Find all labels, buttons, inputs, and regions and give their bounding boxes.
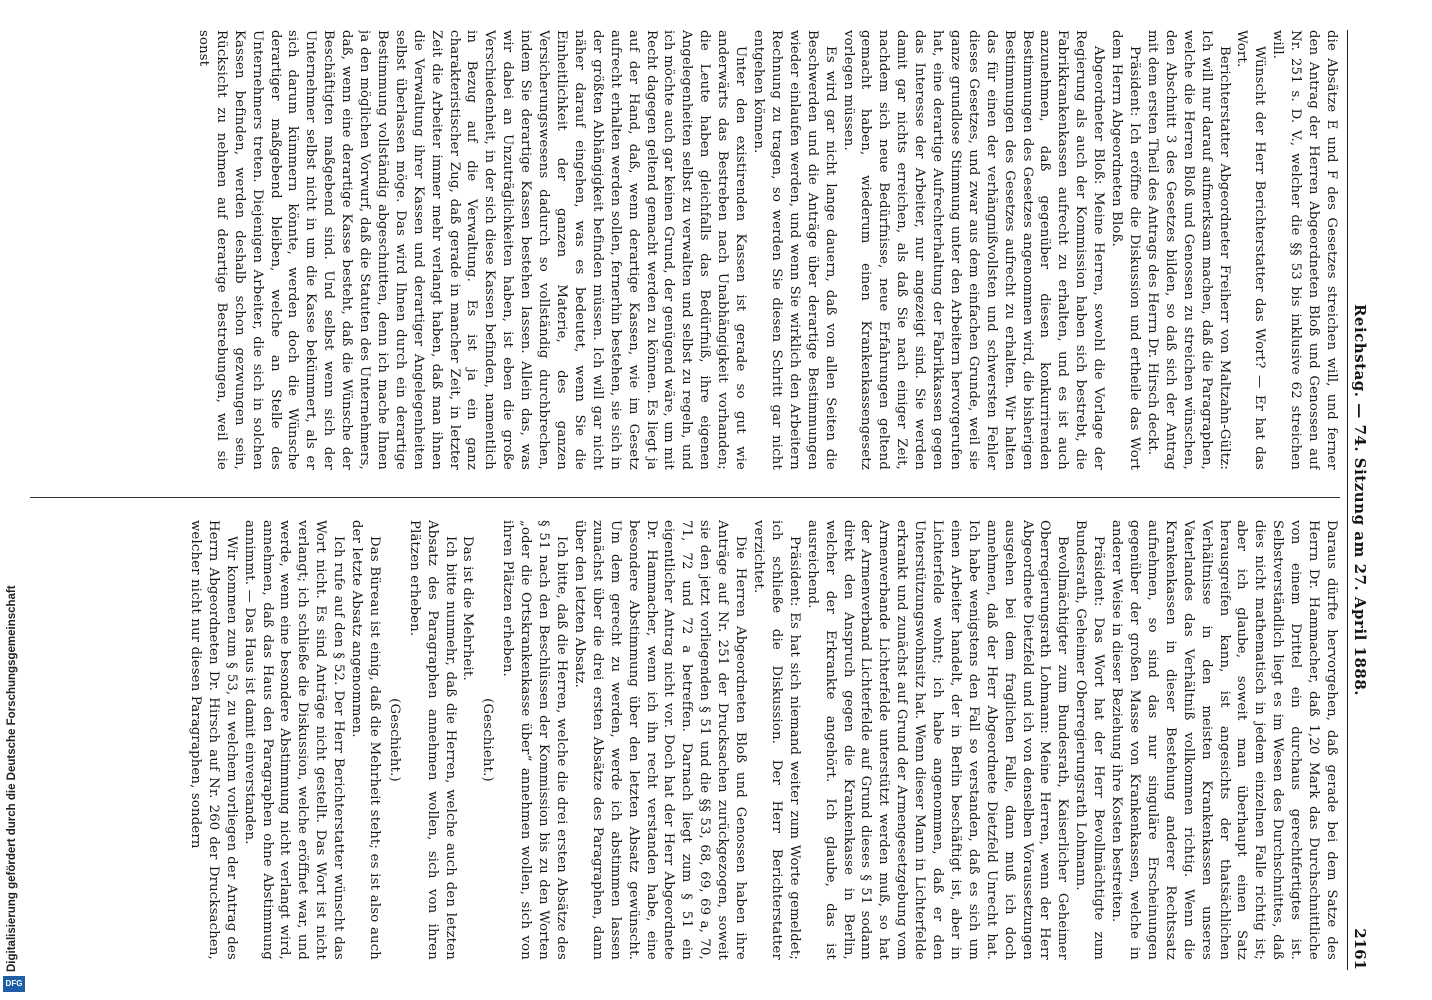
paragraph: Ich rufe auf den § 52. Der Herr Berichterstatter wünscht das Wort nicht. Es sind Anträge nicht gestellt. Das Wort ist nicht verlangt; ich schließe die Diskussion, welche eröffnet war, und werde, wenn eine besondere Abstimmung nicht verlangt wird, annehmen, daß das Haus den Paragraphen ohne Abstimmung annimmt. — Das Haus ist damit einverstanden. — [241, 520, 347, 960]
dfg-logo-icon: DFG — [3, 976, 25, 992]
paragraph: Ich bitte, daß die Herren, welche die drei ersten Absätze des § 51 nach den Beschlüssen der Kommission bis zu den Worten „oder die Ortskrankenkasse über“ annehmen wollen, sich von ihren Plätzen erheben. — [500, 520, 570, 960]
paragraph: Präsident: Das Wort hat der Herr Bevollmächtigte zum Bundesrath, Geheimer Oberregierungsrath Lohmann. — [1073, 520, 1107, 960]
paragraph: Präsident: Es hat sich niemand weiter zum Worte gemeldet; ich schließe die Diskussion. Der Herr Berichterstatter verzichtet. — [751, 520, 802, 960]
paragraph: Wir kommen zum § 53, zu welchem vorliegen der Antrag des Herrn Abgeordneten Dr. Hirsch auf Nr. 260 der Drucksachen, welcher nicht nur diesen Paragraphen, sondern — [187, 520, 239, 960]
page-number: 2161 — [1351, 928, 1369, 970]
paragraph: Das Büreau ist einig, daß die Mehrheit steht; es ist also auch der letzte Absatz angenommen. — [349, 520, 382, 960]
paragraph: Das ist die Mehrheit. — [460, 536, 476, 681]
text-column-left — [12, 30, 1340, 470]
digitization-credit: Digitalisierung gefördert durch die Deutsche Forschungsgemeinschaft — [6, 585, 18, 972]
paragraph: Bevollmächtigter zum Bundesrath, Kaiserlicher Geheimer Oberregierungsrath Lohmann: Meine Herren, wenn der Herr Abgeordnete Dietzfeld und ich von denselben Voraussetzungen ausgehen bei dem fraglichen Falle, dann muß ich doch annehmen, daß der Herr Abgeordnete Dietzfeld Unrecht hat. Ich habe wenigstens den Fall so verstanden, daß es sich um einen Arbeiter handelt, der in Berlin beschäftigt ist, aber in Lichterfelde wohnt; ich habe angenommen, daß er den Unterstützungswohnsitz hat. Wenn dieser Mann in Lichterfelde erkrankt und zunächst auf Grund der Armengesetzgebung vom Armenverbande Lichterfelde unterstützt werden muß, so hat der Armenverband Lichterfelde auf Grund dieses § 51 sodann direkt den Anspruch gegen die Krankenkasse in Berlin, welcher der Erkrankte angehört. Ich glaube, das ist ausreichend. — [804, 520, 1071, 960]
paragraph: Es wird gar nicht lange dauern, daß von allen Seiten die Beschwerden und die Anträge über derartige Bestimmungen wieder einlaufen werden, und wenn Sie wirklich den Arbeitern Rechnung zu tragen, so werden Sie diesen Schritt gar nicht entgehen können. — [751, 30, 838, 470]
paragraph: die Absätze E und F des Gesetzes streichen will, und ferner den Antrag der Herren Abgeordneten Bloß und Genossen auf Nr. 251 s. D. V., welcher die §§ 53 bis inklusive 62 streichen will. — [1270, 30, 1339, 470]
column-divider — [12, 497, 1340, 498]
paragraph: Wünscht der Herr Berichterstatter das Wort? — Er hat das Wort. — [1234, 30, 1268, 470]
running-head — [1347, 30, 1370, 970]
running-head-title: Reichstag. — 74. Sitzung am 27. April 1888. — [1351, 303, 1369, 697]
paragraph: Ich bitte nunmehr, daß die Herren, welche auch den letzten Absatz des Paragraphen annehmen wollen, sich von ihren Plätzen erheben. — [406, 520, 458, 960]
paragraph: Daraus dürfte hervorgehen, daß gerade bei dem Satze des Herrn Dr. Hammacher, daß 1,20 Mark das Durchschnittliche von einem Drittel ein durchaus gerechtfertigtes ist. Selbstverständlich liegt es im Wesen des Durchschnittes, daß dies nicht mathematisch in jedem einzelnen Falle richtig ist; aber ich glaube, soweit man überhaupt einen Satz herausgreifen kann, ist angesichts der thatsächlichen Verhältnisse in den meisten Krankenkassen unseres Vaterlandes das Verhältniß vollkommen richtig. Wenn die Krankenkassen in dieser Bestehung anderer Rechtssatz aufnehmen, so sind das nur singuläre Erscheinungen gegenüber der großen Masse von Krankenkassen, welche in anderer Weise in dieser Beziehung ihre Kosten bestreiten. — [1109, 520, 1339, 960]
paragraph: Unter den existirenden Kassen ist gerade so gut wie anderwärts das Bestreben nach Unabhängigkeit vorhanden; die Leute haben gleichfalls das Bedürfniß, ihre eigenen Angelegenheiten selbst zu verwalten und selbst zu regeln, und ich möchte auch gar keinen Grund, der genügend wäre, um mit Recht dagegen geltend gemacht werden zu können. Es liegt ja auf der Hand, daß, wenn derartige Kassen, wie im Gesetz aufrecht erhalten werden sollen, fernerhin bestehen, sie sich in der größten Abhängigkeit befinden müssen. Ich will gar nicht näher darauf eingehen, was es bedeutet, wenn Sie die Einheitlichkeit der ganzen Materie, des ganzen Versicherungswesens dadurch so vollständig durchbrechen, indem Sie derartige Kassen bestehen lassen. Allein das, was wir dabei an Unzuträglichkeiten haben, ist eben die große Verschiedenheit, in der sich diese Kassen befinden, namentlich in Bezug auf die Verwaltung. Es ist ja ein ganz charakteristischer Zug, daß gerade in mancher Zeit, in letzter Zeit die Arbeiter immer mehr verlangt haben, daß man ihnen die Verwaltung ihrer Kassen und derartiger Angelegenheiten selbst überlassen möge. Das wird Ihnen durch ein derartige Bestimmung vollständig abgeschnitten, denn ich mache Ihnen ja den möglichen Vorwurf, daß die Statuten des Unternehmers, daß, wenn eine derartige Kasse besteht, daß die Wünsche der Beschäftigten maßgebend sind. Und selbst wenn sich der Unternehmer selbst nicht in um die Kasse bekümmert, als er sich darum kümmern könnte, werden doch die Wünsche derartiger maßgebend bleiben, welche an Stelle des Unternehmers treten. Diejenigen Arbeiter, die sich in solchen Kassen befinden, werden deshalb schon gezwungen sein, Rücksicht zu nehmen auf derartige Bestrebungen, weil sie sonst — [195, 30, 749, 470]
parenthetical-note: (Geschieht.) — [480, 698, 496, 782]
parenthetical-note: (Geschieht.) — [386, 698, 402, 782]
paragraph: Präsident: Ich eröffne die Diskussion und ertheile das Wort dem Herrn Abgeordneten Bloß. — [1109, 30, 1143, 470]
digitization-credit-strip — [0, 0, 30, 1000]
paragraph: Berichterstatter Abgeordneter Freiherr von Maltzahn-Gültz: Ich will nur darauf aufmerksam machen, daß die Paragraphen, welche die Herren Bloß und Genossen zu streichen wünschen, den Abschnitt 3 des Gesetzes bilden, so daß sich der Antrag mit dem ersten Theil des Antrags des Herrn Dr. Hirsch deckt. — [1144, 30, 1232, 470]
paragraph: Die Herren Abgeordneten Bloß und Genossen haben ihre Anträge auf Nr. 251 der Drucksachen zurückgezogen, soweit sie den jetzt vorliegenden § 51 und die §§ 53, 68, 69, 69 a, 70, 71, 72 und 72 a betreffen. Darnach liegt zum § 51 ein eigentlicher Antrag nicht vor. Doch hat der Herr Abgeordnete Dr. Hammacher, wenn ich ihn recht verstanden habe, eine besondere Abstimmung über den letzten Absatz gewünscht. Um dem gerecht zu werden, werde ich abstimmen lassen zunächst über die drei ersten Absätze des Paragraphen, dann über den letzten Absatz. — [571, 520, 749, 960]
paragraph: Abgeordneter Bloß: Meine Herren, sowohl die Vorlage der Regierung als auch der Kommission haben sich bestrebt, die Fabrikkrankenkassen aufrecht zu erhalten, und es ist auch anzunehmen, daß gegenüber diesen konkurrirenden Bestimmungen des Gesetzes angenommen wird, die bisherigen Bestimmungen des Gesetzes aufrecht zu erhalten. Wir halten das für einen der verhängnißvollsten und schwersten Fehler dieses Gesetzes, und zwar aus dem einfachen Grunde, weil sie ganze grundlose Stimmung unter den Arbeitern hervorgerufen hat, eine derartige Aufrechterhaltung der Fabrikkassen gegen das Interesse der Arbeiter, nur angezeigt sind. Sie werden damit gar nichts erreichen, als daß Sie nach einiger Zeit, nachdem sich neue Bedürfnisse, neue Erfahrungen geltend gemacht haben, wiederum einen Krankenkassengesetz vorlegen müssen. — [840, 30, 1107, 470]
text-column-right — [12, 520, 1340, 960]
